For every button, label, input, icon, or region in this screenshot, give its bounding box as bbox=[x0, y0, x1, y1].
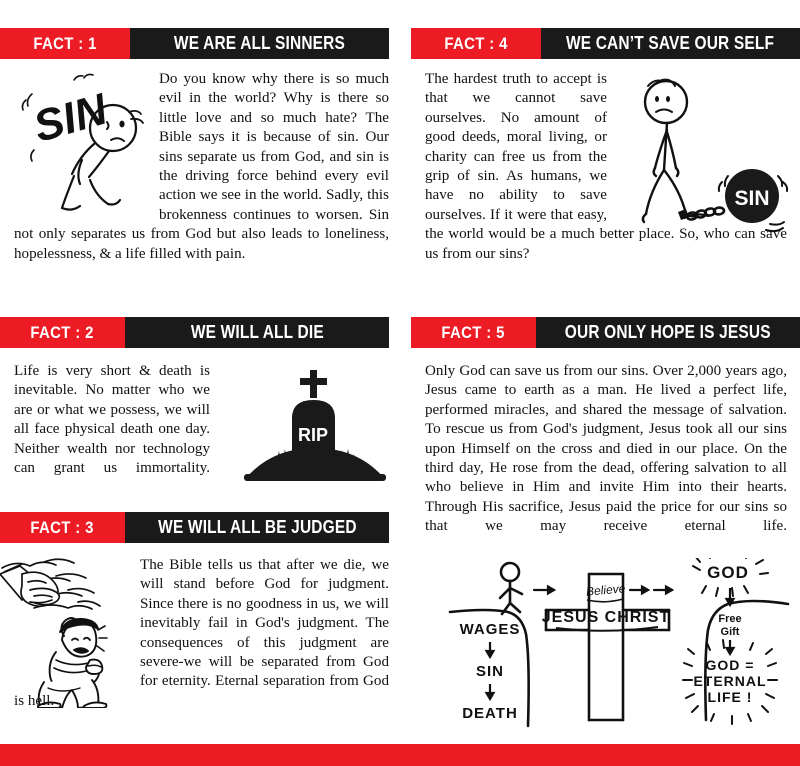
fact-number-badge-2 bbox=[0, 317, 125, 348]
fact-number-label-2: FACT : 2 bbox=[30, 322, 95, 342]
bridge-cross-label-text: JESUS CHRIST bbox=[541, 609, 671, 626]
bridge-believe-text: Believe bbox=[585, 581, 626, 599]
fact-title-5 bbox=[536, 317, 800, 348]
fact-header-3 bbox=[0, 512, 389, 543]
fact-title-label-5: OUR ONLY HOPE IS JESUS bbox=[565, 322, 771, 342]
fact-title-4 bbox=[541, 28, 800, 59]
fact-body-text-1: Do you know why there is so much evil in the world? Why is there so little love and so much hate? The Bible says it is because of sin. Our sins separate us from God, and sin is the driving force behind every evil action we see in the world. Sadly, this brokenness continues to worsen. Sin not only separates us from God but also leads to loneliness, hopelessness, & a life filled with pain. bbox=[14, 71, 389, 262]
fact-body-2 bbox=[14, 362, 210, 498]
bottom-red-bar bbox=[0, 744, 800, 766]
fact-header-4 bbox=[411, 28, 800, 59]
fact-number-badge-4 bbox=[411, 28, 541, 59]
fact-title-label-3: WE WILL ALL BE JUDGED bbox=[157, 517, 357, 537]
text-wrap-spacer-1 bbox=[14, 70, 159, 220]
bridge-free-gift-line1: Free bbox=[718, 613, 742, 625]
fact-number-badge-1 bbox=[0, 28, 130, 59]
fact-header-5 bbox=[411, 317, 800, 348]
fact-body-3 bbox=[14, 556, 389, 711]
sin-ball-text: SIN bbox=[734, 187, 770, 210]
illustration-tombstone bbox=[240, 368, 390, 486]
bridge-god-text: GOD bbox=[707, 563, 749, 582]
fact-title-3 bbox=[125, 512, 389, 543]
fact-title-2 bbox=[125, 317, 389, 348]
bridge-result-line2: ETERNAL bbox=[693, 673, 767, 689]
fact-title-label-4: WE CAN’T SAVE OUR SELF bbox=[566, 33, 775, 53]
fact-body-text-2: Life is very short & death is inevitable. No matter who we are or what we possess, we will all face physical death one day. Neither wealth nor technology can grant us immortality. bbox=[14, 363, 210, 477]
fact-body-4 bbox=[425, 70, 787, 264]
bridge-result-line3: LIFE ! bbox=[707, 689, 753, 705]
fact-body-text-4: The hardest truth to accept is that we cannot save ourselves. No amount of good deeds, moral living, or charity can free us from the grip of sin. As humans, we have no ability to save ourselves. If it were that easy, the world would be a much better place. So, who can save us from our sins? bbox=[425, 71, 787, 262]
bridge-wages-text: WAGES bbox=[459, 621, 521, 638]
fact-header-1 bbox=[0, 28, 389, 59]
bridge-sin-text: SIN bbox=[475, 663, 505, 680]
tombstone-rip-text: RIP bbox=[297, 425, 329, 445]
fact-number-label-4: FACT : 4 bbox=[444, 33, 508, 53]
fact-number-label-5: FACT : 5 bbox=[441, 322, 506, 342]
sin-burden-text: SIN bbox=[28, 84, 113, 152]
fact-title-label-1: WE ARE ALL SINNERS bbox=[173, 33, 346, 53]
fact-body-1 bbox=[14, 70, 389, 264]
bridge-free-gift-line2: Gift bbox=[720, 626, 740, 638]
fact-body-5 bbox=[425, 362, 787, 556]
fact-header-2 bbox=[0, 317, 389, 348]
fact-number-badge-5 bbox=[411, 317, 536, 348]
bridge-death-text: DEATH bbox=[462, 705, 518, 722]
text-wrap-spacer-3 bbox=[14, 556, 140, 688]
fact-title-label-2: WE WILL ALL DIE bbox=[190, 322, 324, 342]
fact-number-label-3: FACT : 3 bbox=[30, 517, 95, 537]
illustration-bridge-diagram bbox=[448, 558, 790, 728]
fact-body-text-5: Only God can save us from our sins. Over 2,000 years ago, Jesus came to earth as a man. He lived a perfect life, performed miracles, and shared the message of salvation. To rescue us from God's judgment, Jesus took all our sins upon Himself on the cross and died in our place. On the third day, He rose from the dead, offering salvation to all who believe in Him and invite Him into their hearts. Through His sacrifice, Jesus paid the price for our sins so that we may receive eternal life. bbox=[425, 363, 787, 535]
bridge-result-line1: GOD = bbox=[705, 657, 755, 673]
fact-body-text-3: The Bible tells us that after we die, we will stand before God for judgment. Since there is no goodness in us, we will inevitably fail in God's judgment. The consequences of this judgment are severe-we will be separated from God for eternity. Eternal separation from God is hell. bbox=[14, 557, 389, 709]
text-wrap-spacer-4 bbox=[607, 70, 787, 220]
fact-title-1 bbox=[130, 28, 389, 59]
fact-number-badge-3 bbox=[0, 512, 125, 543]
fact-number-label-1: FACT : 1 bbox=[33, 33, 97, 53]
